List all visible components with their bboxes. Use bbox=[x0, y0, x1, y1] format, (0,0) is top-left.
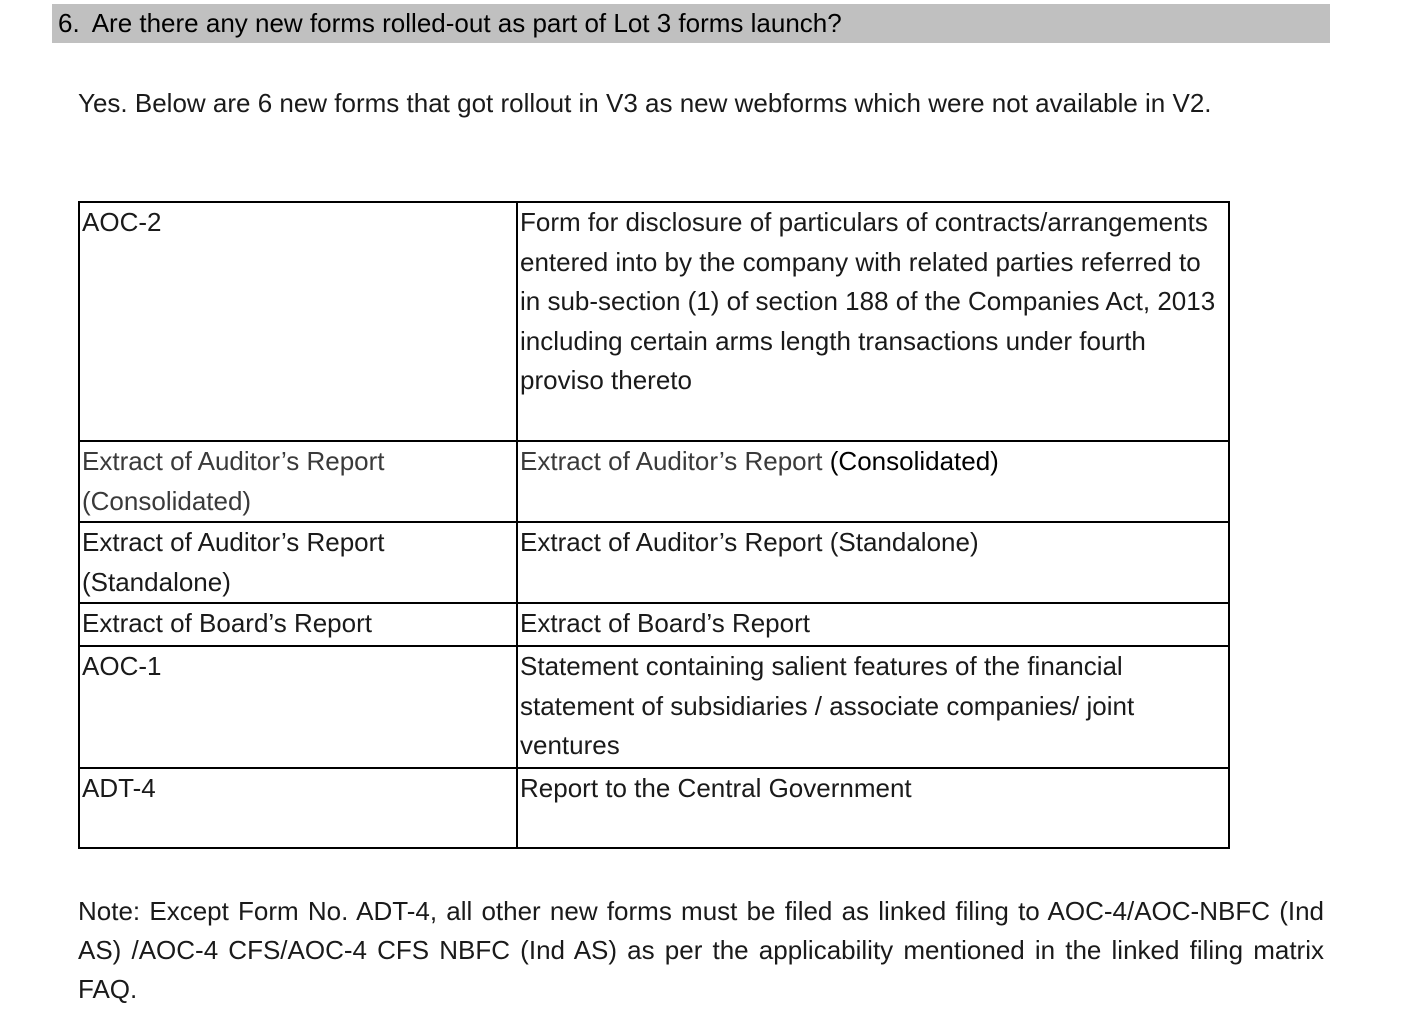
table-row bbox=[79, 202, 1229, 441]
note-paragraph: Note: Except Form No. ADT-4, all other new forms must be filed as linked filing to AOC-4/AOC-NBFC (Ind AS) /AOC-4 CFS/AOC-4 CFS NBFC (Ind AS) as per the applicability mentioned in the linked filing matrix FAQ. bbox=[78, 896, 1324, 1004]
form-description-cell: Extract of Board’s Report bbox=[517, 603, 1229, 646]
form-description-suffix: (Consolidated) bbox=[822, 446, 999, 476]
form-code-cell bbox=[79, 441, 517, 522]
form-description-cell: Statement containing salient features of the financial statement of subsidiaries / associate companies/ joint ventures bbox=[517, 646, 1229, 768]
new-forms-table bbox=[78, 201, 1230, 849]
form-description-cell: Report to the Central Government bbox=[517, 768, 1229, 848]
question-text: Are there any new forms rolled-out as part of Lot 3 forms launch? bbox=[91, 8, 842, 38]
form-description-cell bbox=[517, 441, 1229, 522]
form-description-main: Extract of Auditor’s Report bbox=[520, 446, 823, 476]
form-code-cell: AOC-2 bbox=[79, 202, 517, 441]
question-number: 6. bbox=[58, 8, 80, 38]
form-code-text: Extract of Auditor’s Report (Consolidated) bbox=[82, 446, 385, 516]
intro-paragraph: Yes. Below are 6 new forms that got rollout in V3 as new webforms which were not available in V2. bbox=[78, 88, 1212, 118]
table-row bbox=[79, 646, 1229, 768]
table-row bbox=[79, 441, 1229, 522]
form-code-cell: AOC-1 bbox=[79, 646, 517, 768]
form-code-cell: ADT-4 bbox=[79, 768, 517, 848]
table-row bbox=[79, 603, 1229, 646]
question-heading bbox=[52, 4, 1330, 43]
form-code-cell: Extract of Board’s Report bbox=[79, 603, 517, 646]
form-code-cell: Extract of Auditor’s Report (Standalone) bbox=[79, 522, 517, 603]
form-description-cell: Extract of Auditor’s Report (Standalone) bbox=[517, 522, 1229, 603]
table-row bbox=[79, 522, 1229, 603]
table-row bbox=[79, 768, 1229, 848]
form-description-cell: Form for disclosure of particulars of contracts/arrangements entered into by the company with related parties referred to in sub-section (1) of section 188 of the Companies Act, 2013 including certain arms length transactions under fourth proviso thereto bbox=[517, 202, 1229, 441]
